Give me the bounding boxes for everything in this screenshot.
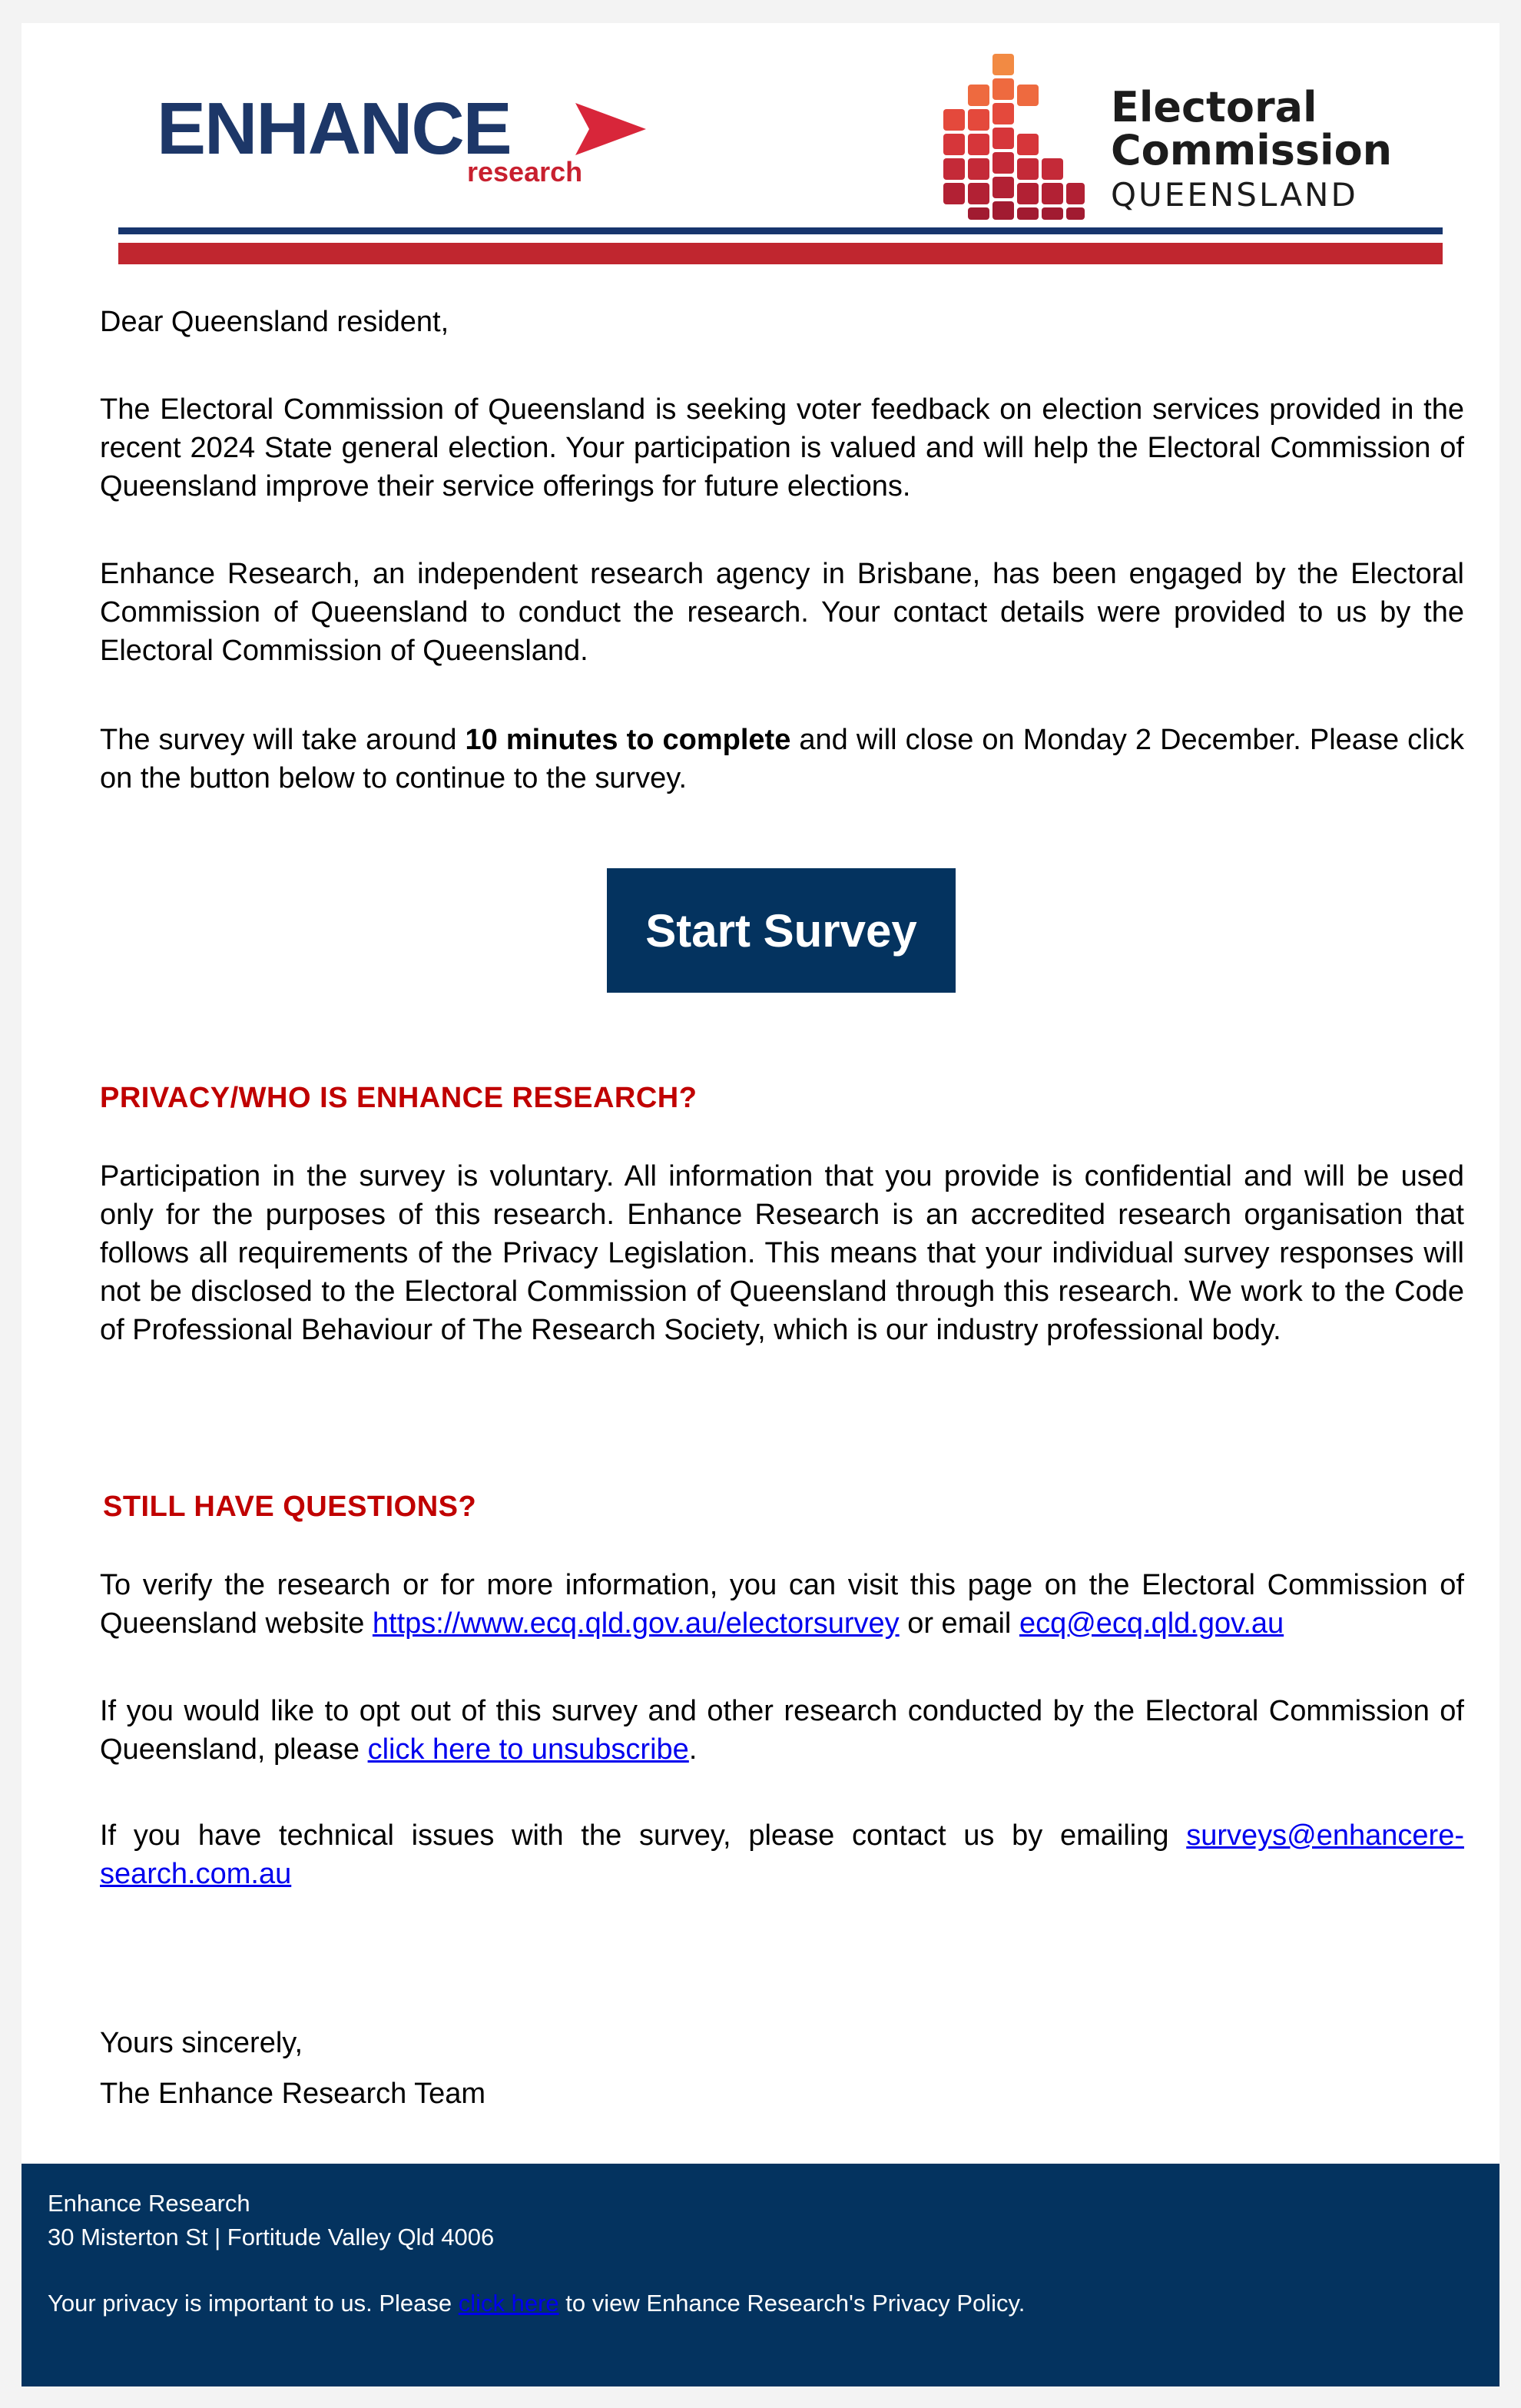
surveys-email-link[interactable]: surveys@enhancere-search.com.au bbox=[100, 1819, 1464, 1890]
ecq-logo-line2: Commission bbox=[1111, 126, 1393, 174]
ecq-logo-line1: Electoral bbox=[1111, 83, 1317, 131]
footer-privacy-link[interactable]: click here bbox=[458, 2290, 559, 2317]
paragraph-technical bbox=[100, 1816, 1464, 1893]
footer-privacy-text-end: to view Enhance Research's Privacy Policy. bbox=[558, 2290, 1026, 2317]
verify-text-middle: or email bbox=[899, 1607, 1019, 1640]
unsubscribe-link[interactable]: click here to unsubscribe bbox=[367, 1733, 689, 1766]
technical-text: If you have technical issues with the survey, please contact us by emailing bbox=[100, 1819, 1187, 1852]
header-rule-blue bbox=[118, 227, 1443, 234]
footer-address: 30 Misterton St | Fortitude Valley Qld 4006 bbox=[48, 2224, 495, 2250]
enhance-logo-word: ENHANCE bbox=[157, 88, 511, 170]
email-footer bbox=[22, 2164, 1499, 2386]
greeting: Dear Queensland resident, bbox=[100, 306, 449, 338]
survey-duration-text-start: The survey will take around bbox=[100, 724, 466, 756]
paragraph-intro: The Electoral Commission of Queensland is seeking voter feedback on election services provided in the recent 2024 State general election. Your participation is valued and will help the Electoral Commission of Queensland improve their service offerings for future elections. bbox=[100, 393, 1464, 502]
survey-duration-bold: 10 minutes to complete bbox=[465, 724, 791, 756]
paragraph-survey-duration bbox=[100, 721, 1464, 798]
paragraph-verify bbox=[100, 1566, 1464, 1643]
privacy-heading: PRIVACY/WHO IS ENHANCE RESEARCH? bbox=[100, 1082, 698, 1114]
footer-privacy-line bbox=[48, 2287, 1025, 2320]
ecq-logo-text bbox=[1111, 83, 1393, 217]
footer-privacy-text: Your privacy is important to us. Please bbox=[48, 2290, 459, 2317]
enhance-arrow-icon bbox=[575, 103, 646, 155]
electorsurvey-link[interactable]: https://www.ecq.qld.gov.au/electorsurvey bbox=[372, 1607, 900, 1640]
opt-out-text-end: . bbox=[688, 1733, 698, 1766]
ecq-logo-line3: QUEENSLAND bbox=[1111, 176, 1358, 214]
start-survey-button[interactable]: Start Survey bbox=[607, 868, 956, 993]
ecq-logo bbox=[942, 52, 1418, 221]
verify-text: To verify the research or for more information, you can visit this page on the Electoral Commission of Queensland website bbox=[100, 1569, 1464, 1640]
enhance-research-logo bbox=[157, 88, 648, 192]
signoff: Yours sincerely, bbox=[100, 2027, 303, 2059]
enhance-logo-sub: research bbox=[467, 156, 583, 187]
paragraph-opt-out bbox=[100, 1692, 1464, 1769]
survey-duration-text-end: and will close on Monday 2 December. Please click on the button below to continue to the survey. bbox=[100, 724, 1465, 794]
privacy-paragraph: Participation in the survey is voluntary. All information that you provide is confidential and will be used only for the purposes of this research. Enhance Research is an accredited research organisation that follows all requirements of the Privacy Legislation. This means that your individual survey responses will not be disclosed to the Electoral Commission of Queensland through this research. We work to the Code of Professional Behaviour of The Research Society, which is our industry professional body. bbox=[100, 1160, 1464, 1346]
opt-out-text: If you would like to opt out of this survey and other research conducted by the Electoral Commission of Queensland, please bbox=[100, 1695, 1464, 1766]
questions-heading: STILL HAVE QUESTIONS? bbox=[103, 1491, 477, 1523]
footer-company: Enhance Research bbox=[48, 2190, 250, 2217]
header-rule-red bbox=[118, 243, 1443, 264]
email-body bbox=[22, 23, 1499, 2164]
ecq-email-link[interactable]: ecq@ecq.qld.gov.au bbox=[1019, 1607, 1284, 1640]
signature: The Enhance Research Team bbox=[100, 2078, 486, 2110]
paragraph-agency: Enhance Research, an independent research agency in Brisbane, has been engaged by the Electoral Commission of Queensland to conduct the research. Your contact details were provided to us by the Electoral Commission of Queensland. bbox=[100, 558, 1464, 667]
ecq-grid-icon bbox=[942, 52, 1088, 221]
